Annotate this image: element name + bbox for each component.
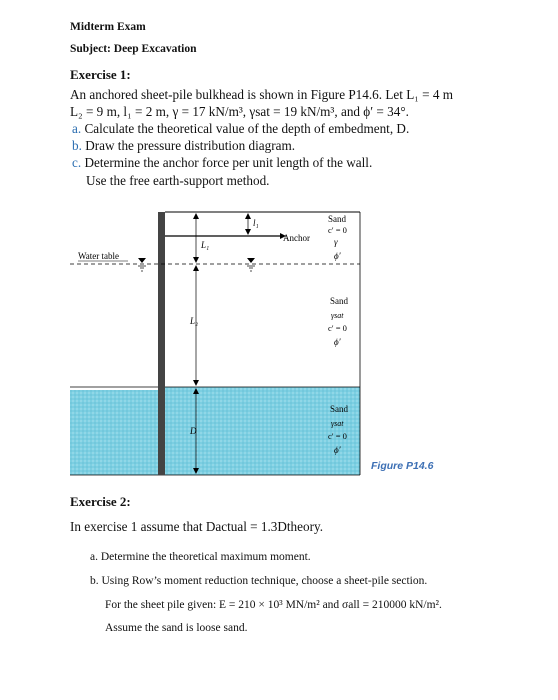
layer1-c: c′ = 0 [328, 225, 347, 235]
exercise2-title: Exercise 2: [70, 494, 131, 509]
exercise1-title: Exercise 1: [70, 67, 131, 82]
exam-subject: Subject: Deep Excavation [70, 43, 197, 55]
layer2-c: c′ = 0 [328, 323, 347, 333]
item-letter: b. [90, 575, 99, 587]
exercise1-intro-line2: L₂ = 9 m, l₁ = 2 m, γ = 17 kN/m³, γsat = 19 kN/m³, and ϕ′ = 34°. [70, 104, 409, 119]
exercise2-item-b [90, 575, 427, 587]
L1-label: L₁ [201, 240, 210, 250]
item-letter: b. [72, 138, 82, 153]
anchor-label: Anchor [283, 233, 310, 243]
layer1-name: Sand [328, 214, 346, 224]
exercise2-assumption: In exercise 1 assume that Dactual = 1.3Dtheory. [70, 519, 324, 534]
dredge-blue [70, 390, 158, 475]
item-text: Determine the anchor force per unit length of the wall. [84, 155, 373, 170]
layer2-phi: ϕ′ [334, 337, 341, 347]
water-table-label: Water table [78, 251, 120, 261]
exercise2-assume-line: Assume the sand is loose sand. [105, 622, 248, 634]
water-table-marker-left [138, 258, 146, 263]
D-label: D [190, 426, 197, 436]
exam-title: Midterm Exam [70, 21, 146, 33]
exercise1-intro-line1: An anchored sheet-pile bulkhead is shown in Figure P14.6. Let L₁ = 4 m [70, 87, 454, 102]
layer3-name: Sand [330, 404, 348, 414]
sheet-pile-wall [158, 212, 165, 475]
L2-label: L₂ [190, 316, 199, 326]
figure-caption: Figure P14.6 [371, 460, 434, 472]
item-letter: c. [72, 155, 82, 170]
layer2-gamma: γsat [331, 311, 344, 320]
layer1-phi: ϕ′ [334, 251, 341, 261]
l1-label: l₁ [253, 218, 259, 228]
layer3-phi: ϕ′ [334, 445, 341, 455]
item-text: Draw the pressure distribution diagram. [85, 138, 296, 153]
exercise1-method-note: Use the free earth-support method. [86, 173, 270, 188]
layer1-gamma: γ [334, 237, 338, 247]
item-text: Calculate the theoretical value of the depth of embedment, D. [84, 121, 410, 136]
item-letter: a. [90, 551, 98, 563]
exercise2-given-line: For the sheet pile given: E = 210 × 10³ MN/m² and σall = 210000 kN/m². [105, 599, 442, 611]
layer3-c: c′ = 0 [328, 431, 347, 441]
exercise2-item-a [90, 551, 311, 563]
layer3-gamma: γsat [331, 419, 344, 428]
item-letter: a. [72, 121, 82, 136]
layer2-name: Sand [330, 296, 348, 306]
item-text: Determine the theoretical maximum moment. [100, 551, 311, 563]
item-text: Using Row’s moment reduction technique, choose a sheet-pile section. [101, 575, 428, 587]
water-table-marker-right [247, 258, 255, 263]
